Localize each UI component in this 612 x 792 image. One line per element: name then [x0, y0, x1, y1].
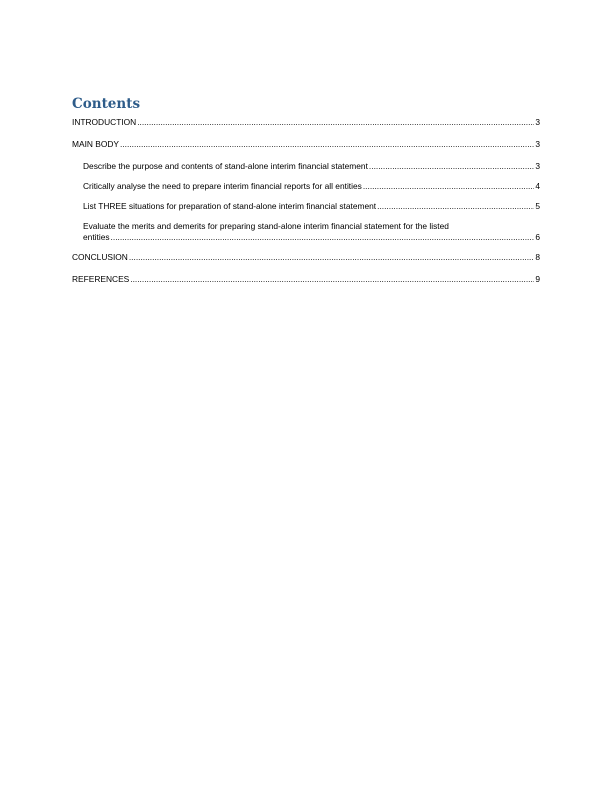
toc-entry-critically-analyse[interactable] — [72, 181, 540, 192]
toc-entry-label: MAIN BODY — [72, 139, 119, 149]
toc-entry-purpose-contents[interactable] — [72, 161, 540, 172]
dot-leader — [377, 201, 534, 212]
dot-leader — [137, 117, 534, 128]
toc-entry-label: INTRODUCTION — [72, 117, 137, 127]
toc-page-number: 6 — [535, 232, 540, 242]
toc-page-number: 4 — [535, 181, 540, 191]
dot-leader — [130, 274, 534, 285]
toc-entry-three-situations[interactable] — [72, 201, 540, 212]
toc-entry-label: Critically analyse the need to prepare interim financial reports for all entities — [83, 181, 362, 191]
toc-page-number: 3 — [535, 161, 540, 171]
dot-leader — [120, 139, 534, 150]
table-of-contents — [72, 96, 540, 296]
toc-page-number: 8 — [535, 252, 540, 262]
toc-entry-label: List THREE situations for preparation of stand-alone interim financial statement — [83, 201, 377, 211]
toc-entry-introduction[interactable] — [72, 117, 540, 128]
toc-page-number: 3 — [535, 139, 540, 149]
dot-leader — [111, 232, 535, 243]
dot-leader — [129, 252, 534, 263]
toc-entry-conclusion[interactable] — [72, 252, 540, 263]
toc-entry-label: Describe the purpose and contents of stand-alone interim financial statement — [83, 161, 368, 171]
toc-entry-merits-demerits[interactable] — [72, 221, 540, 243]
toc-page-number: 5 — [535, 201, 540, 211]
toc-page-number: 3 — [535, 117, 540, 127]
dot-leader — [363, 181, 534, 192]
toc-title: Contents — [72, 96, 141, 112]
toc-entry-main-body[interactable] — [72, 139, 540, 150]
toc-entry-label-line1: Evaluate the merits and demerits for preparing stand-alone interim financial statement for the listed — [83, 221, 449, 231]
toc-entry-references[interactable] — [72, 274, 540, 285]
toc-entry-label-line2: entities — [83, 232, 110, 242]
toc-entry-label: CONCLUSION — [72, 252, 128, 262]
toc-page-number: 9 — [535, 274, 540, 284]
toc-entry-label: REFERENCES — [72, 274, 130, 284]
dot-leader — [369, 161, 534, 172]
